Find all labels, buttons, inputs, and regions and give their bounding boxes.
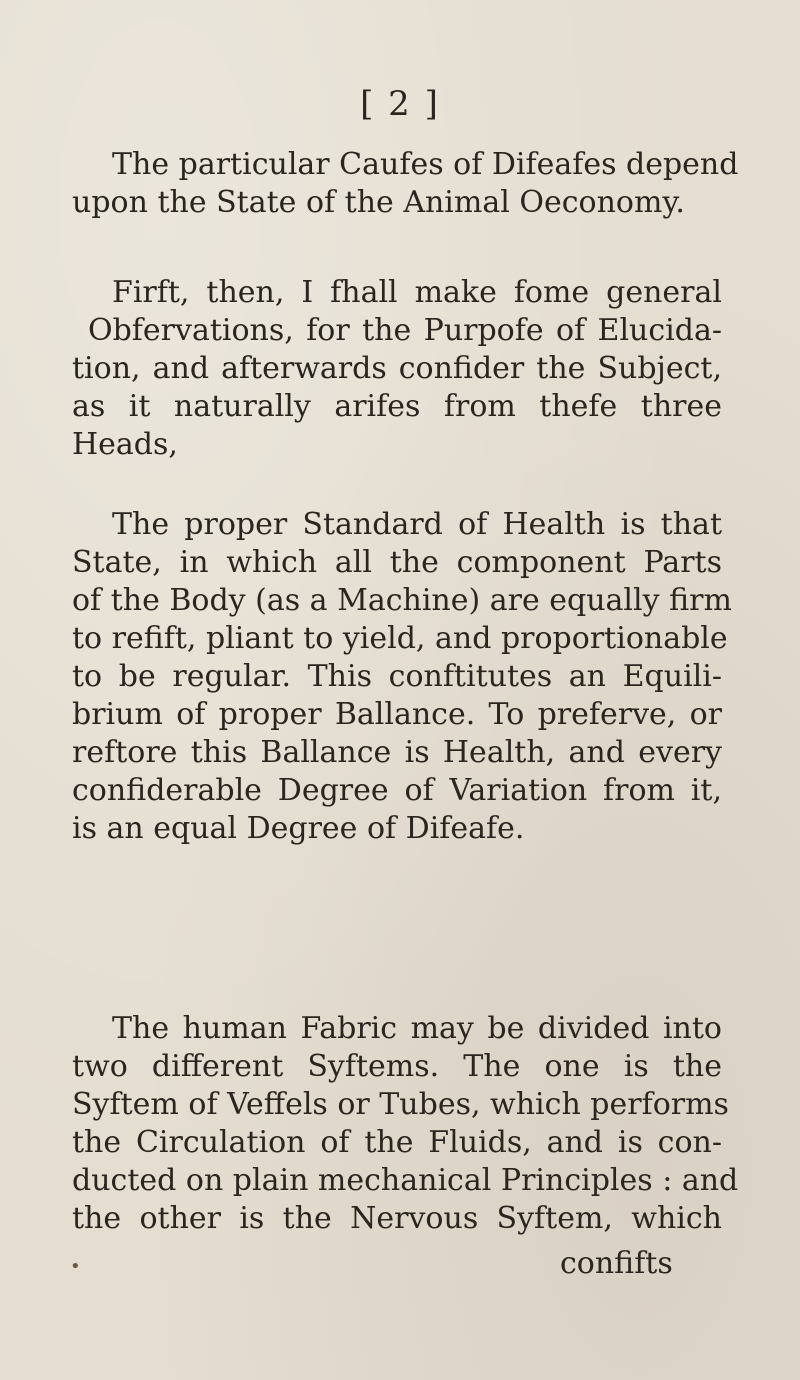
text-line: is an equal Degree of Difeafe. — [72, 811, 525, 846]
text-line: brium of proper Ballance. To preferve, or — [72, 697, 722, 732]
page-number: [ 2 ] — [360, 84, 440, 124]
text-line: The proper Standard of Health is that — [112, 507, 722, 542]
ink-mark-icon: • — [70, 1256, 81, 1277]
text-line: upon the State of the Animal Oeconomy. — [72, 185, 685, 220]
text-line: to be regular. This conftitutes an Equili- — [72, 659, 722, 694]
text-line: The human Fabric may be divided into — [112, 1011, 722, 1046]
text-line: the Circulation of the Fluids, and is con- — [72, 1125, 722, 1160]
text-line: The particular Caufes of Difeafes depend — [112, 147, 739, 182]
text-line: ducted on plain mechanical Principles : and — [72, 1163, 739, 1198]
text-line: Heads, — [72, 427, 178, 462]
text-line: reftore this Ballance is Health, and every — [72, 735, 722, 770]
text-line: Firft, then, I fhall make fome general — [112, 275, 722, 310]
paragraph-observations — [72, 274, 722, 464]
paragraph-heading — [72, 146, 739, 222]
text-line: as it naturally arifes from thefe three — [72, 389, 722, 424]
text-line: of the Body (as a Machine) are equally firm — [72, 583, 732, 618]
text-line: Syftem of Veffels or Tubes, which performs — [72, 1087, 729, 1122]
paragraph-health — [72, 506, 732, 848]
catchword: confifts — [560, 1246, 673, 1281]
text-line: to refift, pliant to yield, and proportionable — [72, 621, 728, 656]
text-line: Obfervations, for the Purpofe of Elucida- — [88, 313, 722, 348]
text-line: two different Syftems. The one is the — [72, 1049, 722, 1084]
text-line: State, in which all the component Parts — [72, 545, 722, 580]
text-line: the other is the Nervous Syftem, which — [72, 1201, 722, 1236]
paragraph-fabric — [72, 1010, 739, 1238]
text-line: confiderable Degree of Variation from it, — [72, 773, 722, 808]
text-line: tion, and afterwards confider the Subject, — [72, 351, 722, 386]
